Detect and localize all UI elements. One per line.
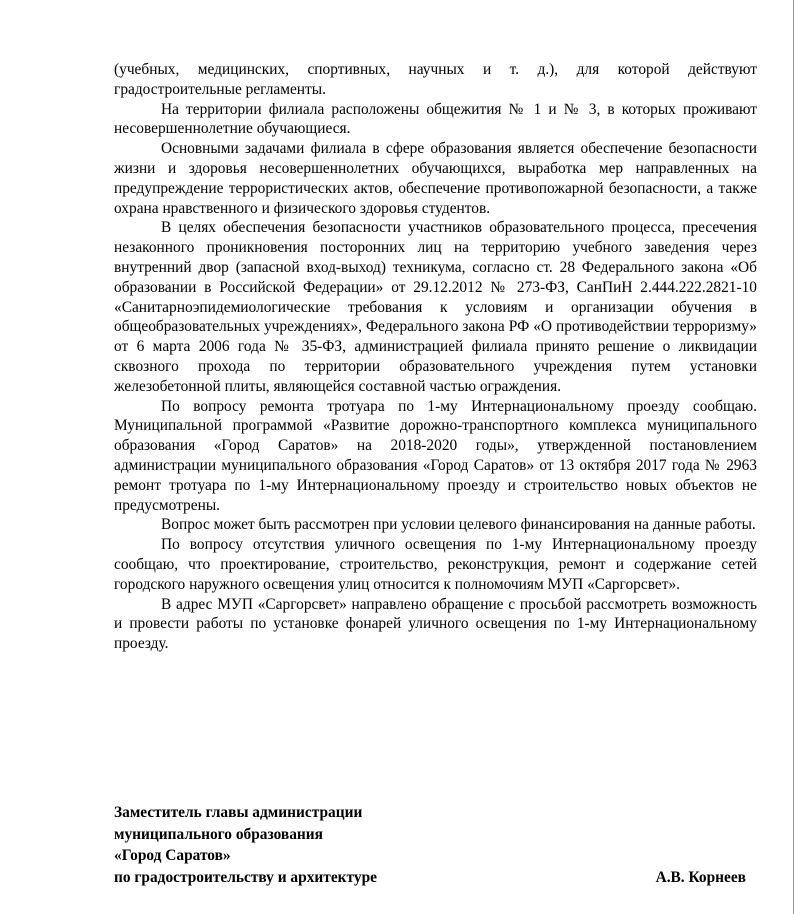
paragraph-dormitories: На территории филиала расположены общежития № 1 и № 3, в которых проживают несовершеннолетние обучающиеся. [114, 100, 757, 138]
paragraph-request-sent: В адрес МУП «Саргорсвет» направлено обращение с просьбой рассмотреть возможность и провести работы по установке фонарей уличного освещения по 1-му Интернациональному проезду. [114, 595, 757, 653]
signatory-name: А.В. Корнеев [655, 868, 746, 886]
paragraph-financing: Вопрос может быть рассмотрен при условии целевого финансирования на данные работы. [161, 516, 756, 534]
signature-position-line-2: муниципального образования [114, 825, 323, 843]
paragraph-continuation: (учебных, медицинских, спортивных, научных и т. д.), для которой действуют градостроительные регламенты. [114, 61, 757, 98]
signature-position-line-1: Заместитель главы администрации [114, 804, 363, 821]
page-edge-divider [793, 0, 794, 914]
signature-block [114, 802, 757, 888]
paragraph-street-lighting: По вопросу отсутствия уличного освещения по 1-му Интернациональному проезду сообщаю, что проектирование, строительство, реконструкция, ремонт и содержание сетей городского наружного освещения улиц относится к полномочиям МУП «Саргорсвет». [114, 536, 757, 593]
paragraph-sidewalk-repair: По вопросу ремонта тротуара по 1-му Интернациональному проезду сообщаю. Муниципальной программой «Развитие дорожно-транспортного комплекса муниципального образования «Город Саратов» на 2018-2020 годы», утвержденной постановлением администрации муниципального образования «Город Саратов» от 13 октября 2017 года № 2963 ремонт тротуара по 1-му Интернациональному проезду и строительство новых объектов не предусмотрены. [114, 397, 757, 514]
signature-final-line [114, 867, 757, 889]
paragraph-security-decision: В целях обеспечения безопасности участников образовательного процесса, пресечения незаконного проникновения посторонних лиц на территорию учебного заведения через внутренний двор (запасной вход-выход) техникума, согласно ст. 28 Федерального закона «Об образовании в Российской Федерации» от 29.12.2012 № 273-ФЗ, СанПиН 2.444.222.2821-10 «Санитарноэпидемиологические требования к условиям и организации обучения в общеобразовательных учреждениях», Федерального закона РФ «О противодействии терроризму» от 6 марта 2006 года № 35-ФЗ, администрацией филиала принято решение о ликвидации сквозного прохода по территории образовательного учреждения путем установки железобетонной плиты, являющейся составной частью ограждения. [114, 219, 757, 395]
signature-position-line-3: «Город Саратов» [114, 847, 231, 864]
document-body [114, 60, 757, 654]
paragraph-tasks: Основными задачами филиала в сфере образования является обеспечение безопасности жизни и здоровья несовершеннолетних обучающихся, выработка мер направленных на предупреждение террористических актов, обеспечение противопожарной безопасности, а также охрана нравственного и физического здоровья студентов. [114, 140, 757, 217]
signature-position-line-4: по градостроительству и архитектуре [114, 868, 377, 886]
